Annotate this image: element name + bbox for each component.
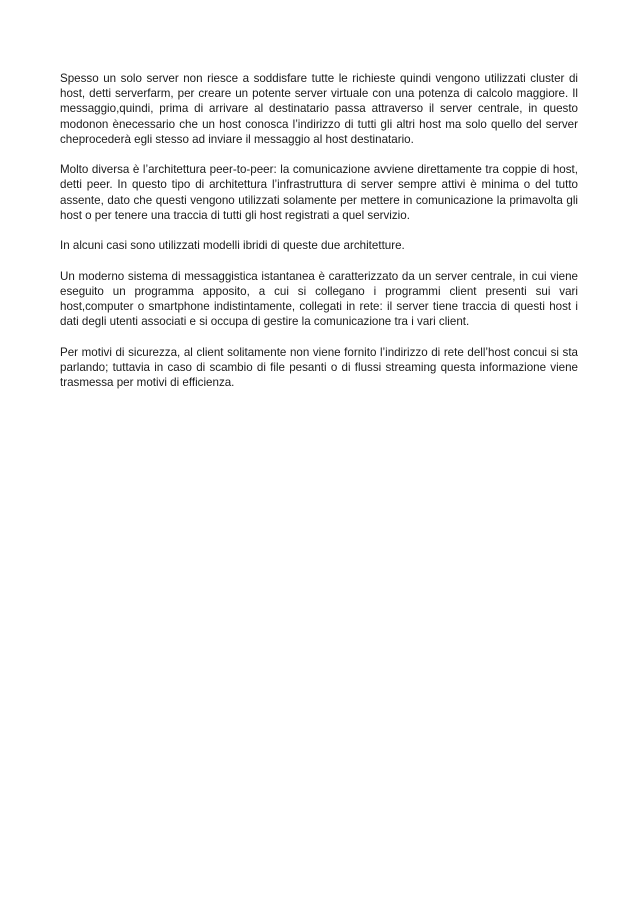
paragraph-hybrid-models: In alcuni casi sono utilizzati modelli ibridi di queste due architetture. xyxy=(60,239,405,253)
paragraph-server-farm: Spesso un solo server non riesce a soddisfare tutte le richieste quindi vengono utilizzati cluster di host, detti serverfarm, per creare un potente server virtuale con una potenza di calcolo maggiore. Il messaggio,quindi, prima di arrivare al destinatario passa attraverso il server centrale, in questo modonon ènecessario che un host conosca l’indirizzo di tutti gli altri host ma solo quello del server cheprocederà egli stesso ad inviare il messaggio al host destinatario. xyxy=(60,72,578,146)
paragraph-security: Per motivi di sicurezza, al client solitamente non viene fornito l’indirizzo di rete dell’host concui si sta parlando; tuttavia in caso di scambio di file pesanti o di flussi streaming questa informazione viene trasmessa per motivi di efficienza. xyxy=(60,345,578,389)
document-page xyxy=(60,71,578,405)
paragraph-instant-messaging: Un moderno sistema di messaggistica istantanea è caratterizzato da un server centrale, in cui viene eseguito un programma apposito, a cui si collegano i programmi client presenti sui vari host,computer o smartphone indistintamente, collegati in rete: il server tiene traccia di questi host i dati degli utenti associati e si occupa di gestire la comunicazione tra i vari client. xyxy=(60,269,578,329)
paragraph-peer-to-peer: Molto diversa è l’architettura peer-to-peer: la comunicazione avviene direttamente tra coppie di host, detti peer. In questo tipo di architettura l’infrastruttura di server sempre attivi è minima o del tutto assente, dato che questi vengono utilizzati solamente per mettere in comunicazione la primavolta gli host o per tenere una traccia di tutti gli host registrati a quel servizio. xyxy=(60,163,578,222)
